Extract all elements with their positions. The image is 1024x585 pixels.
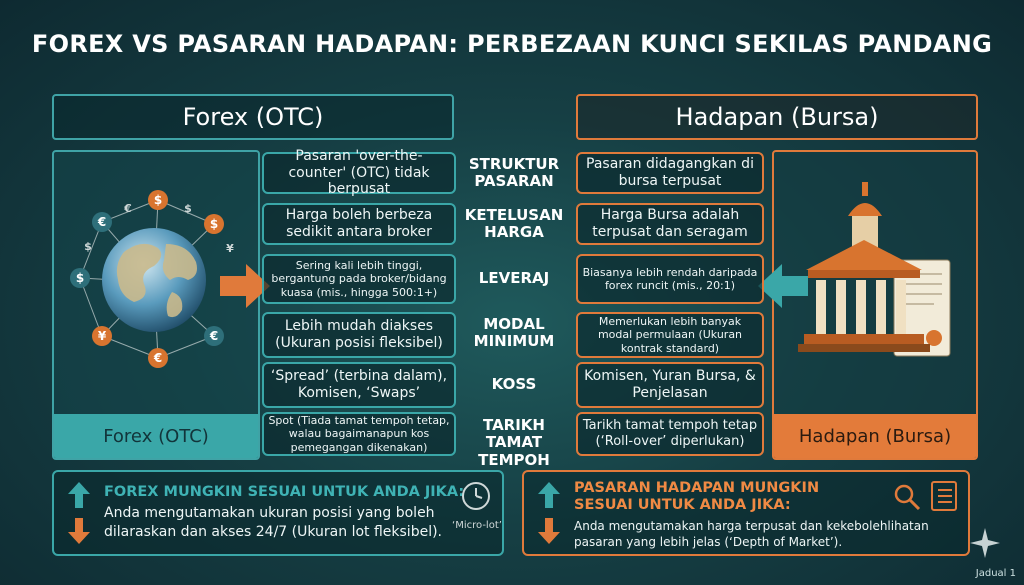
futures-price-transparency: Harga Bursa adalah terpusat dan seragam (576, 203, 764, 245)
category-expiry: TARIKH TAMAT TEMPOH (478, 416, 550, 469)
forex-header: Forex (OTC) (52, 94, 454, 140)
forex-minimum-capital: Lebih mudah diakses (Ukuran posisi fleksibel) (262, 312, 456, 358)
svg-text:$: $ (184, 202, 192, 215)
forex-suitability-body: Anda mengutamakan ukuran posisi yang boleh dilaraskan dan akses 24/7 (Ukuran lot fleksibel). (104, 505, 442, 540)
page-title: FOREX VS PASARAN HADAPAN: PERBEZAAN KUNCI SEKILAS PANDANG (31, 30, 993, 58)
checklist-icon (930, 480, 958, 512)
futures-expiry: Tarikh tamat tempoh tetap (‘Roll-over’ diperlukan) (576, 412, 764, 456)
up-arrow-icon (538, 482, 560, 508)
table-label: Jadual 1 (975, 568, 1016, 579)
futures-panel-label: Hadapan (Bursa) (774, 414, 976, 458)
forex-panel-label: Forex (OTC) (54, 414, 258, 458)
category-leverage: LEVERAJ (478, 269, 550, 287)
forex-expiry: Spot (Tiada tamat tempoh tetap, walau bagaimanapun kos pemegangan dikenakan) (262, 412, 456, 456)
micro-lot-tag: ‘Micro-lot’ (452, 520, 502, 531)
category-market-structure: STRUKTUR PASARAN (468, 155, 560, 191)
svg-text:¥: ¥ (226, 242, 234, 255)
svg-text:€: € (124, 202, 132, 215)
svg-text:$: $ (84, 240, 92, 253)
category-price-transparency: KETELUSAN HARGA (464, 206, 564, 242)
svg-text:$: $ (209, 217, 219, 231)
down-arrow-icon (68, 518, 90, 544)
svg-text:€: € (209, 329, 219, 343)
svg-text:$: $ (153, 193, 163, 207)
futures-suitability-box (522, 470, 970, 556)
clock-icon (460, 480, 492, 512)
category-costs: KOSS (491, 375, 537, 393)
category-minimum-capital: MODAL MINIMUM (473, 315, 555, 351)
futures-arrow-icon (758, 264, 808, 308)
futures-minimum-capital: Memerlukan lebih banyak modal permulaan (Ukuran kontrak standard) (576, 312, 764, 358)
forex-suitability-box (52, 470, 504, 556)
down-arrow-icon (538, 518, 560, 544)
svg-text:¥: ¥ (97, 329, 107, 343)
forex-suitability-title: FOREX MUNGKIN SESUAI UNTUK ANDA JIKA: (104, 484, 465, 500)
forex-leverage: Sering kali lebih tinggi, bergantung pada broker/bidang kuasa (mis., hingga 500:1+) (262, 254, 456, 304)
svg-text:$: $ (75, 271, 85, 285)
futures-suitability-title: PASARAN HADAPAN MUNGKIN SESUAI UNTUK ANDA JIKA: (574, 480, 820, 513)
up-arrow-icon (68, 482, 90, 508)
futures-header: Hadapan (Bursa) (576, 94, 978, 140)
futures-suitability-body: Anda mengutamakan harga terpusat dan kekebolehlihatan pasaran yang lebih jelas (‘Depth of Market’). (574, 519, 929, 550)
magnifier-icon (892, 482, 922, 512)
svg-text:€: € (97, 215, 107, 229)
forex-costs: ‘Spread’ (terbina dalam), Komisen, ‘Swaps’ (262, 362, 456, 408)
forex-market-structure: Pasaran 'over-the-counter' (OTC) tidak berpusat (262, 152, 456, 194)
sparkle-icon (970, 528, 1000, 558)
futures-costs: Komisen, Yuran Bursa, & Penjelasan (576, 362, 764, 408)
futures-leverage: Biasanya lebih rendah daripada forex runcit (mis., 20:1) (576, 254, 764, 304)
forex-price-transparency: Harga boleh berbeza sedikit antara broker (262, 203, 456, 245)
futures-market-structure: Pasaran didagangkan di bursa terpusat (576, 152, 764, 194)
svg-text:€: € (153, 351, 163, 365)
